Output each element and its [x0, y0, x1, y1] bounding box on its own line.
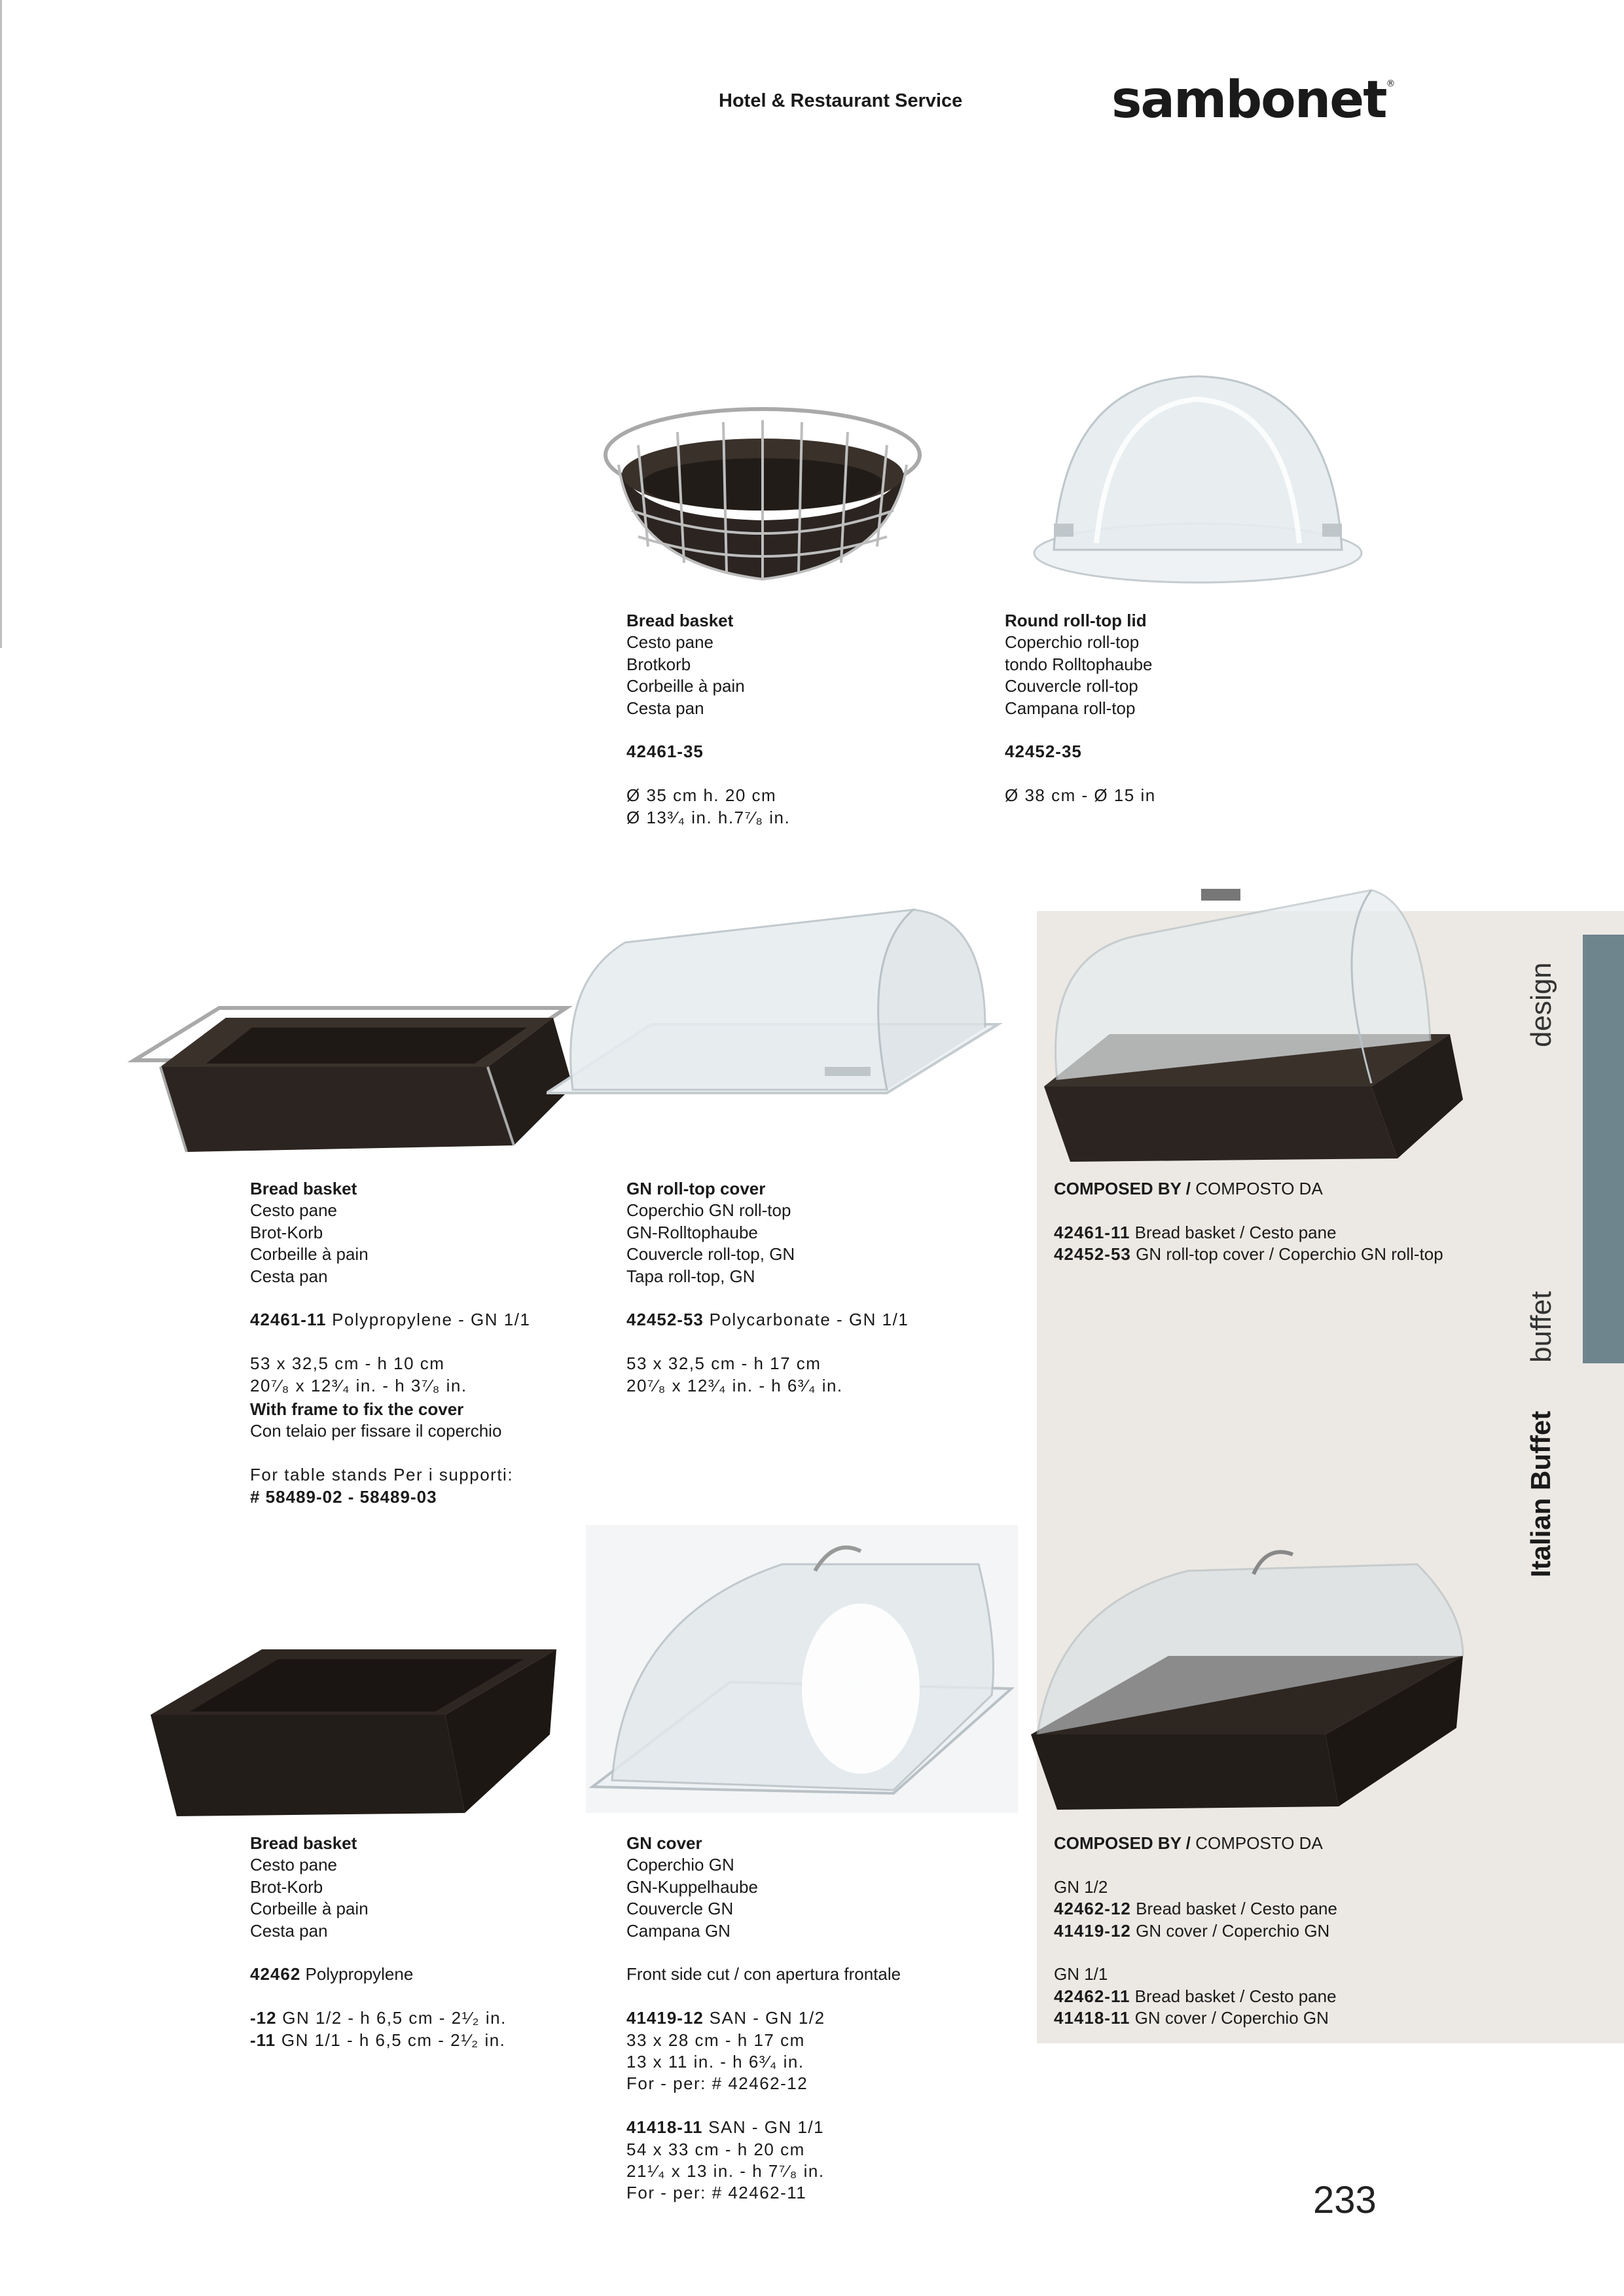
product-name-it: Cesto pane: [626, 632, 713, 653]
product-code: 42452-35: [1005, 742, 1082, 762]
front-cut-note: Front side cut / con apertura frontale: [626, 1964, 901, 1984]
product-code-line: 42452-53 Polycarbonate - GN 1/1: [626, 1310, 909, 1330]
variant-code-line: 41419-12 SAN - GN 1/2: [626, 2008, 825, 2028]
round-dome-lid-image: [1024, 367, 1371, 589]
product-name-de: Brot-Korb: [250, 1222, 323, 1242]
product-gn-rolltop-cover: [626, 1178, 909, 1397]
product-name-fr: Corbeille à pain: [250, 1899, 369, 1919]
section-tab-marker: [1583, 935, 1624, 1363]
round-wire-bread-basket-image: [592, 393, 933, 589]
variant-dim: 33 x 28 cm - h 17 cm: [626, 2030, 805, 2050]
product-name-es: Campana GN: [626, 1920, 731, 1941]
product-name-es: Tapa roll-top, GN: [626, 1266, 755, 1286]
gn-dome-cover-image: [586, 1525, 1018, 1813]
product-bread-basket-frame: [250, 1178, 530, 1508]
frame-note-sub: Con telaio per fissare il coperchio: [250, 1421, 502, 1441]
variant-dim: 54 x 33 cm - h 20 cm: [626, 2139, 805, 2159]
product-name-de: GN-Kuppelhaube: [626, 1876, 758, 1897]
rect-poly-basket-image: [137, 1617, 563, 1826]
composed-item: 42461-11 Bread basket / Cesto pane: [1054, 1222, 1337, 1242]
product-dim-imperial: 20⁷⁄₈ x 12³⁄₄ in. - h 3⁷⁄₈ in.: [250, 1375, 467, 1395]
product-name-fr: Corbeille à pain: [250, 1244, 369, 1265]
product-name-fr: Couvercle roll-top: [1005, 676, 1138, 696]
product-dim-metric: 53 x 32,5 cm - h 10 cm: [250, 1354, 445, 1374]
product-name-it: Coperchio GN roll-top: [626, 1200, 791, 1221]
product-dim-metric: Ø 35 cm h. 20 cm: [626, 785, 777, 806]
product-title: GN roll-top cover: [626, 1179, 766, 1198]
product-name-it: Cesto pane: [250, 1200, 337, 1221]
product-title: Round roll-top lid: [1005, 611, 1147, 630]
composed-title: COMPOSED BY / COMPOSTO DA: [1054, 1179, 1323, 1198]
side-label-buffet: buffet: [1525, 1291, 1557, 1363]
product-title: Bread basket: [250, 1833, 357, 1853]
composed-item: 42462-11 Bread basket / Cesto pane: [1054, 1986, 1337, 2006]
brand-logo: sambonet®: [1111, 71, 1394, 130]
variant-dim: 13 x 11 in. - h 6³⁄₄ in.: [626, 2052, 804, 2072]
side-label-design: design: [1525, 962, 1557, 1047]
gn-rolltop-cover-image: [547, 903, 1005, 1113]
page-number: 233: [1313, 2179, 1377, 2221]
product-name-fr: Couvercle roll-top, GN: [626, 1244, 795, 1265]
composed-item: 42462-12 Bread basket / Cesto pane: [1054, 1899, 1337, 1919]
product-name-de: Brotkorb: [626, 654, 691, 674]
product-name-it: Coperchio GN: [626, 1855, 734, 1875]
product-code-line: 42461-11 Polypropylene - GN 1/1: [250, 1310, 531, 1330]
variant-for: For - per: # 42462-12: [626, 2073, 808, 2094]
product-code-line: 42462 Polypropylene: [250, 1964, 414, 1984]
product-name-de: GN-Rolltophaube: [626, 1222, 758, 1242]
composed-item: 41419-12 GN cover / Coperchio GN: [1054, 1920, 1330, 1941]
composed-group-label: GN 1/2: [1054, 1876, 1108, 1897]
stands-codes: # 58489-02 - 58489-03: [250, 1486, 437, 1507]
product-name-es: Campana roll-top: [1005, 698, 1136, 718]
composed-item: 42452-53 GN roll-top cover / Coperchio GN roll-top: [1054, 1244, 1443, 1265]
product-title: GN cover: [626, 1833, 702, 1853]
product-name-it: Cesto pane: [250, 1855, 337, 1875]
rect-basket-with-frame-image: [121, 956, 579, 1172]
variant-line: -12 GN 1/2 - h 6,5 cm - 2¹⁄₂ in.: [250, 2008, 507, 2028]
product-name-fr: Corbeille à pain: [626, 676, 745, 696]
product-name-es: Cesta pan: [250, 1266, 328, 1286]
composed-title: COMPOSED BY / COMPOSTO DA: [1054, 1833, 1323, 1853]
product-name-es: Cesta pan: [250, 1920, 328, 1941]
product-name-de: tondo Rolltophaube: [1005, 654, 1153, 674]
product-dim-metric: 53 x 32,5 cm - h 17 cm: [626, 1354, 821, 1374]
composed-group-label: GN 1/1: [1054, 1964, 1108, 1984]
product-dim-imperial: Ø 13³⁄₄ in. h.7⁷⁄₈ in.: [626, 807, 791, 827]
basket-with-dome-image: [1018, 1525, 1476, 1813]
variant-code-line: 41418-11 SAN - GN 1/1: [626, 2117, 825, 2138]
stands-label: For table stands Per i supporti:: [250, 1465, 514, 1485]
variant-for: For - per: # 42462-11: [626, 2183, 807, 2203]
variant-line: -11 GN 1/1 - h 6,5 cm - 2¹⁄₂ in.: [250, 2030, 506, 2050]
product-dim: Ø 38 cm - Ø 15 in: [1005, 785, 1156, 806]
basket-with-rolltop-image: [1005, 864, 1476, 1165]
product-title: Bread basket: [250, 1179, 357, 1198]
product-title: Bread basket: [626, 611, 734, 630]
product-round-rolltop-lid: [1005, 610, 1156, 807]
product-bread-basket-poly: [250, 1833, 507, 2051]
composed-set-rolltop: [1054, 1178, 1443, 1266]
frame-note-title: With frame to fix the cover: [250, 1399, 464, 1420]
product-bread-basket-round: [626, 610, 790, 829]
product-dim-imperial: 20⁷⁄₈ x 12³⁄₄ in. - h 6³⁄₄ in.: [626, 1375, 843, 1395]
binding-edge: [0, 0, 2, 648]
product-name-es: Cesta pan: [626, 698, 704, 718]
product-gn-cover: [626, 1833, 901, 2204]
product-name-fr: Couvercle GN: [626, 1899, 734, 1919]
product-code: 42461-35: [626, 742, 704, 762]
header-service-title: Hotel & Restaurant Service: [719, 90, 963, 111]
composed-set-dome: [1054, 1833, 1337, 2030]
side-label-italian-buffet: Italian Buffet: [1525, 1410, 1556, 1577]
product-name-it: Coperchio roll-top: [1005, 632, 1140, 653]
composed-item: 41418-11 GN cover / Coperchio GN: [1054, 2008, 1329, 2028]
product-name-de: Brot-Korb: [250, 1876, 323, 1897]
variant-dim: 21¹⁄₄ x 13 in. - h 7⁷⁄₈ in.: [626, 2161, 825, 2181]
